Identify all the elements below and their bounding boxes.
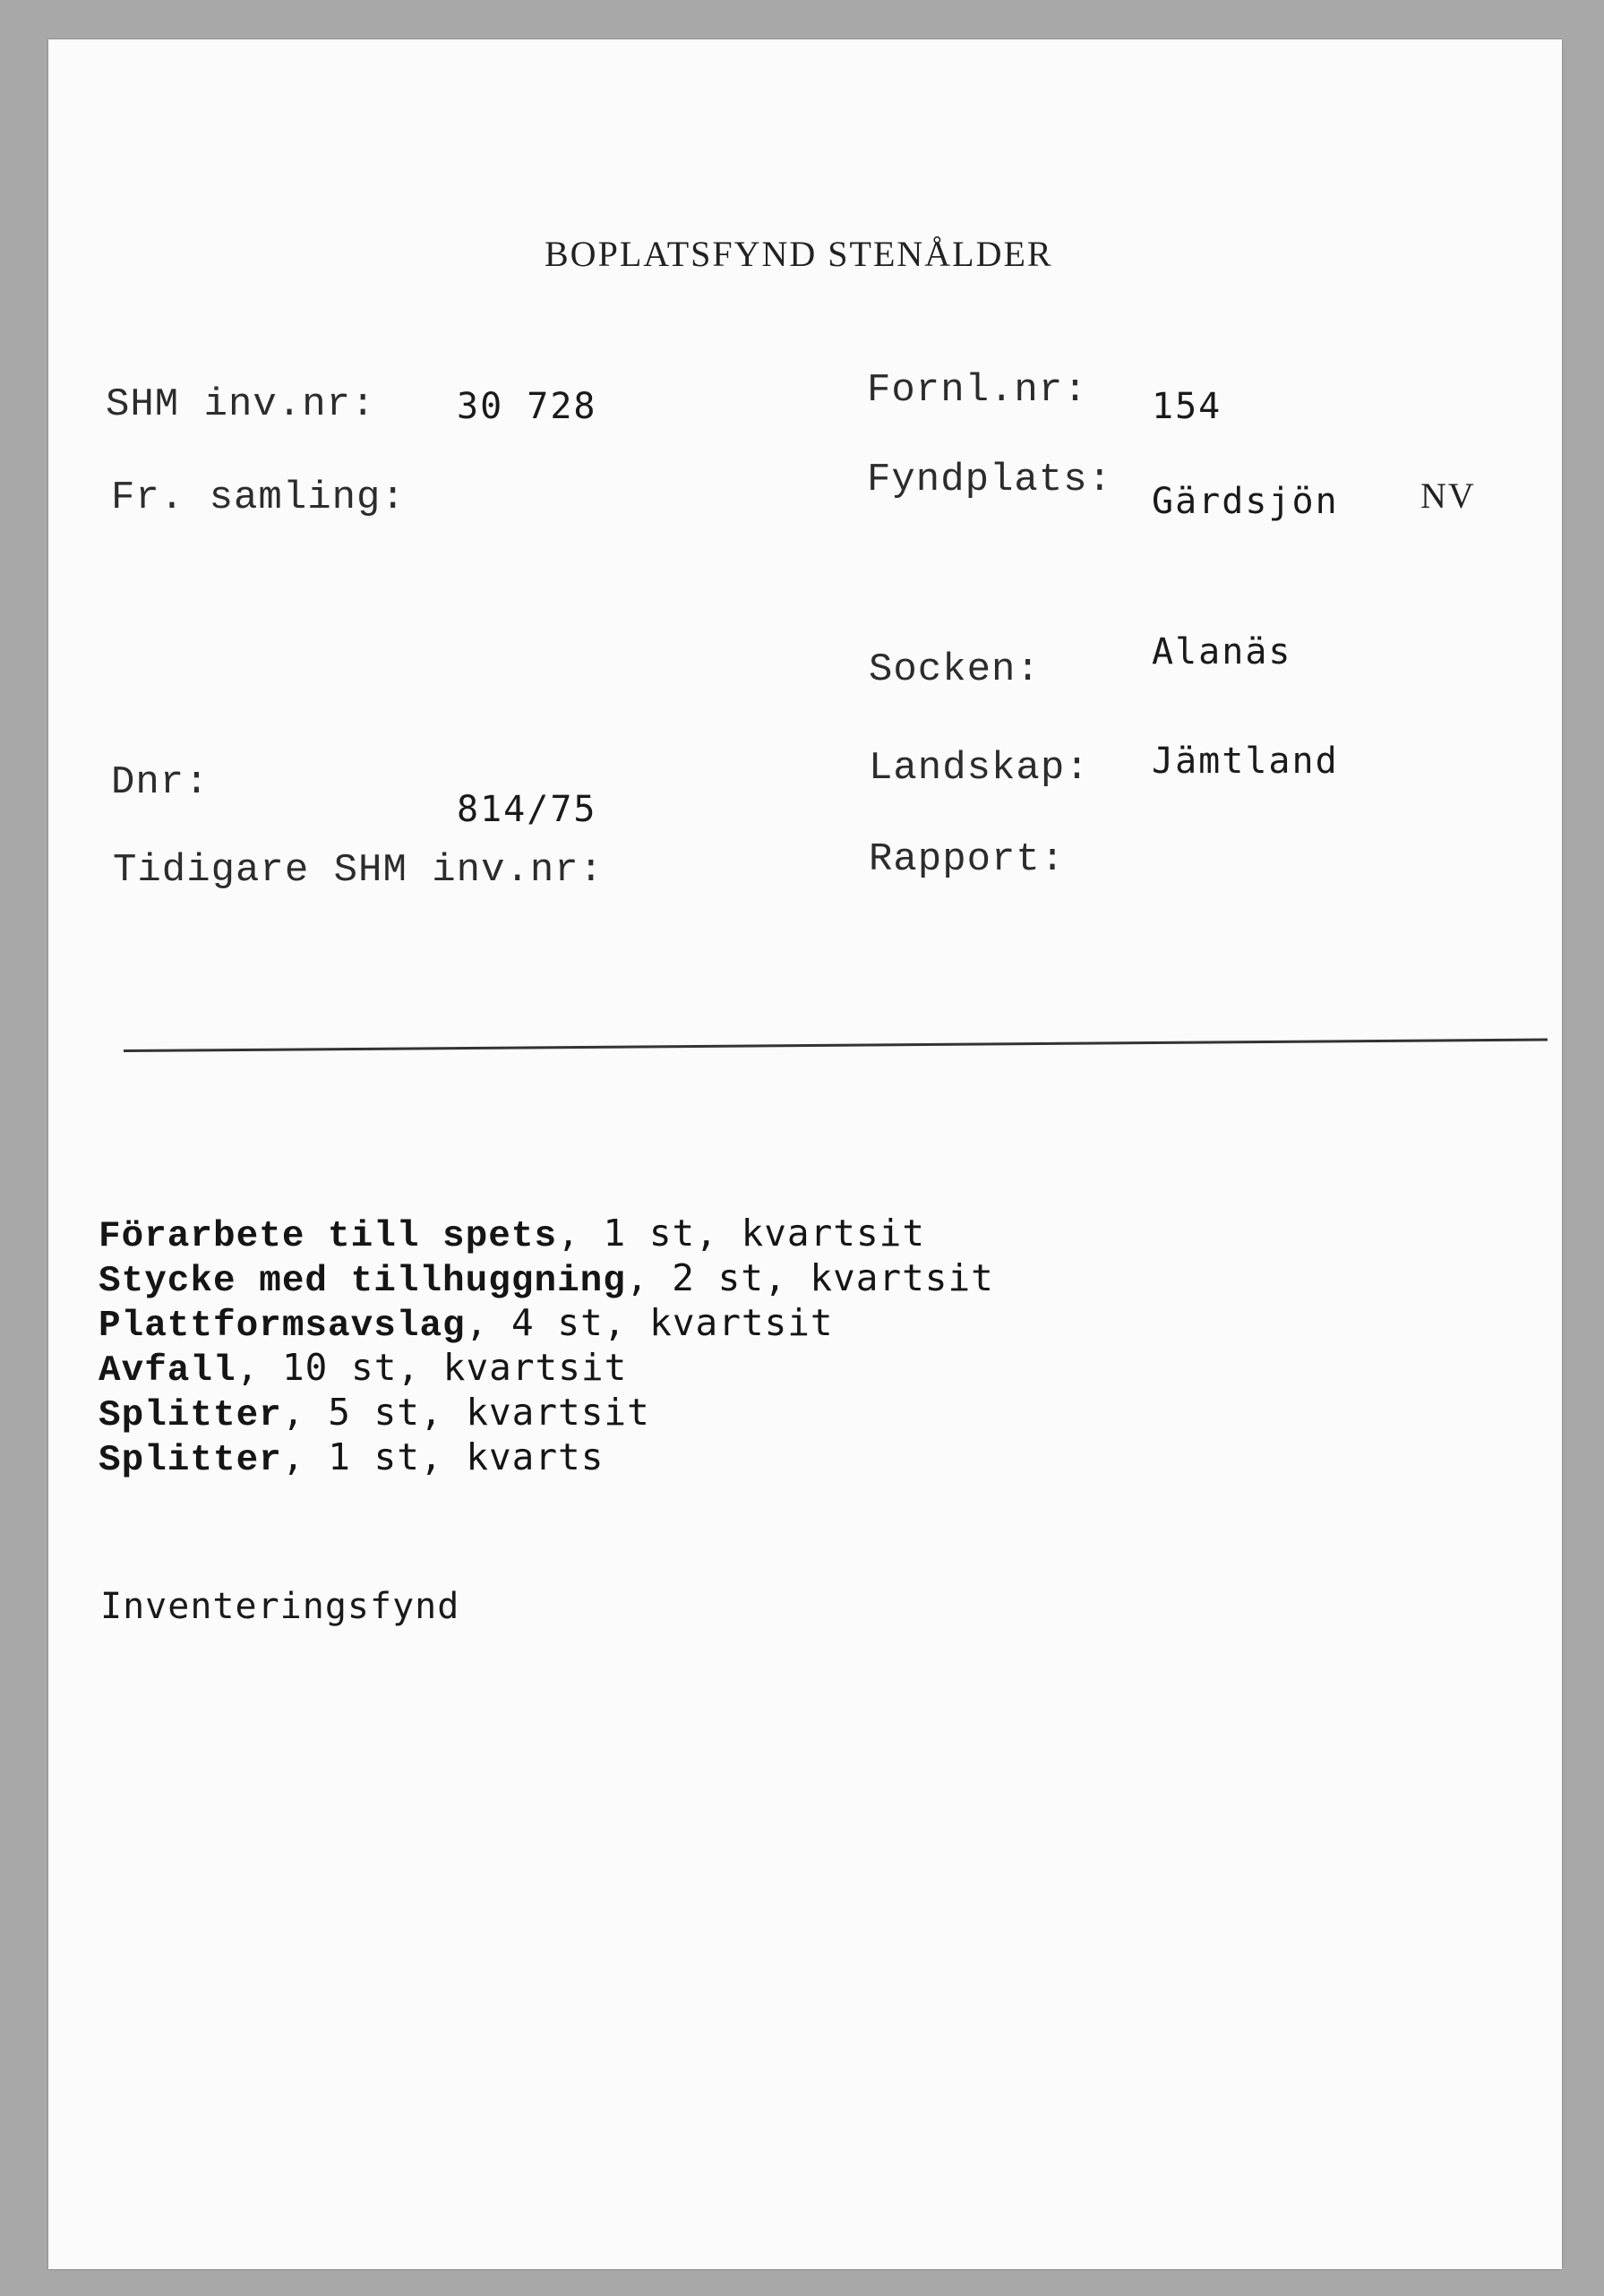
find-item	[99, 1390, 994, 1435]
find-detail: , 10 st, kvartsit	[236, 1346, 628, 1389]
divider-line	[124, 1039, 1548, 1052]
card-title: BOPLATSFYND STENÅLDER	[545, 234, 1053, 274]
find-detail: , 4 st, kvartsit	[465, 1301, 834, 1344]
note-inventeringsfynd: Inventeringsfynd	[100, 1586, 460, 1627]
value-fyndplats-direction: NV	[1420, 475, 1476, 516]
value-landskap: Jämtland	[1152, 741, 1339, 782]
label-socken: Socken:	[869, 647, 1041, 692]
find-name: Splitter	[99, 1440, 282, 1481]
label-dnr: Dnr:	[111, 760, 210, 805]
find-item	[99, 1345, 994, 1390]
find-item	[99, 1435, 994, 1479]
value-shm-inv: 30 728	[457, 386, 597, 427]
find-detail: , 2 st, kvartsit	[625, 1256, 994, 1299]
label-rapport: Rapport:	[869, 837, 1066, 882]
find-item	[99, 1211, 994, 1255]
label-shm-inv: SHM inv.nr:	[106, 382, 376, 427]
find-name: Avfall	[99, 1350, 236, 1392]
value-fyndplats: Gärdsjön	[1152, 481, 1339, 522]
find-item	[99, 1300, 994, 1345]
label-fornl-nr: Fornl.nr:	[867, 368, 1088, 413]
find-item	[99, 1255, 994, 1300]
find-name: Förarbete till spets	[99, 1216, 558, 1257]
value-fornl-nr: 154	[1152, 386, 1222, 427]
label-fr-samling: Fr. samling:	[111, 475, 406, 520]
find-name: Splitter	[99, 1395, 282, 1436]
value-dnr: 814/75	[457, 789, 597, 830]
label-tidigare-shm-inv: Tidigare SHM inv.nr:	[113, 848, 605, 893]
find-detail: , 1 st, kvarts	[281, 1435, 605, 1478]
find-detail: , 1 st, kvartsit	[557, 1212, 926, 1255]
label-fyndplats: Fyndplats:	[867, 458, 1113, 502]
label-landskap: Landskap:	[869, 746, 1090, 791]
find-list	[99, 1211, 994, 1479]
catalog-card	[48, 39, 1562, 2269]
find-name: Stycke med tillhuggning	[99, 1261, 626, 1302]
find-name: Plattformsavslag	[99, 1306, 466, 1347]
value-socken: Alanäs	[1152, 631, 1292, 673]
find-detail: , 5 st, kvartsit	[281, 1391, 650, 1434]
